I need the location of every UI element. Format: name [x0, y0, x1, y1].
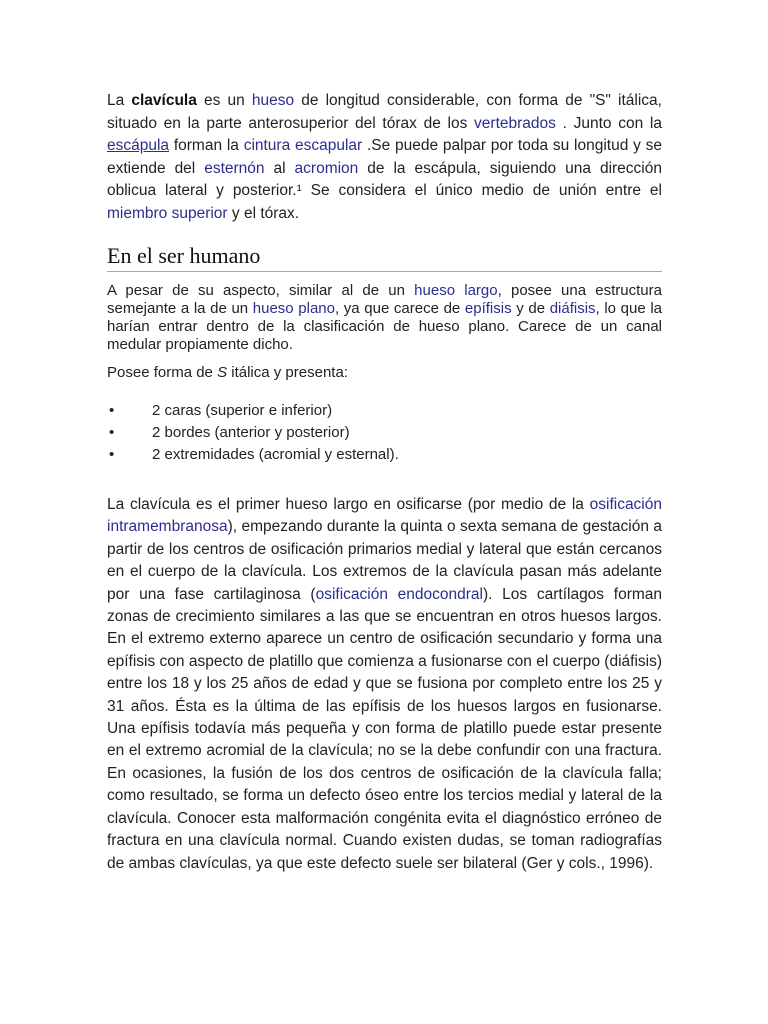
link-osificacion-endocondral[interactable]: osificación endocondral [315, 585, 483, 603]
paragraph-text: A pesar de su aspecto, similar al de un [107, 282, 415, 299]
link-osificacion-intramembranosa[interactable]: osificación intramembranosa [107, 496, 662, 536]
paragraph-text: y de [511, 300, 550, 317]
link-esternon[interactable]: esternón [204, 159, 265, 177]
intro-text: al [264, 159, 295, 177]
intro-text: La [107, 92, 132, 109]
link-hueso[interactable]: hueso [251, 92, 295, 109]
list-item-text: 2 extremidades (acromial y esternal). [152, 446, 399, 463]
bullet-icon: • [109, 424, 115, 441]
link-cintura-escapular[interactable]: cintura escapular [243, 137, 363, 154]
link-escapula[interactable]: escápula [107, 137, 170, 154]
ossification-paragraph [107, 494, 662, 875]
intro-text: .Se puede palpar por toda su longitud y se extiende del [107, 137, 662, 177]
intro-text: de longitud considerable, con forma de "S" itálica, situado en la parte anterosuperior del tórax de los [107, 92, 662, 132]
intro-text: de la escápula, siguiendo una dirección oblicua lateral y posterior.¹ Se considera el único medio de unión entre el [107, 159, 662, 199]
link-epifisis[interactable]: epífisis [464, 300, 512, 317]
intro-text: . Junto con la [555, 114, 662, 132]
paragraph-text: itálica y presenta: [227, 364, 348, 381]
link-miembro-superior[interactable]: miembro superior [107, 204, 228, 222]
link-diafisis[interactable]: diáfisis [549, 300, 596, 317]
shape-paragraph [107, 364, 662, 382]
paragraph-text: , posee una estructura semejante a la de un [107, 282, 662, 317]
paragraph-text: Posee forma de [107, 364, 218, 381]
bold-term-clavicula: clavícula [131, 92, 197, 109]
list-item [107, 444, 662, 466]
structure-paragraph [107, 282, 662, 354]
features-list [107, 400, 662, 466]
list-item-text: 2 caras (superior e inferior) [152, 402, 333, 419]
article-body [107, 90, 662, 875]
paragraph-text: , lo que la harían entrar dentro de la clasificación de hueso plano. Carece de un canal medular propiamente dicho. [107, 300, 662, 353]
link-hueso-largo[interactable]: hueso largo [414, 282, 498, 299]
paragraph-text: ). Los cartílagos forman zonas de crecimiento similares a las que se encuentran en otros huesos largos. En el extremo externo aparece un centro de osificación secundario y forma una epífisis con aspecto de platillo que comienza a fusionarse con el cuerpo (diáfisis) entre los 18 y los 25 años de edad y que se fusiona por completo entre los 25 y 31 años. Ésta es la última de las epífisis de los huesos largos en fusionarse. Una epífisis todavía más pequeña y con forma de platillo puede estar presente en el extremo acromial de la clavícula; no se la debe confundir con una fractura. En ocasiones, la fusión de los dos centros de osificación de la clavícula falla; como resultado, se forma un defecto óseo entre los tercios medial y lateral de la clavícula. Conocer esta malformación congénita evita el diagnóstico erróneo de fractura en una clavícula normal. Cuando existen dudas, se toman radiografías de ambas clavículas, ya que este defecto suele ser bilateral (Ger y cols., 1996). [107, 585, 663, 872]
list-item [107, 422, 662, 444]
link-vertebrados[interactable]: vertebrados [474, 114, 556, 132]
paragraph-text: ), empezando durante la quinta o sexta semana de gestación a partir de los centros de osificación primarios medial y lateral que están cercanos en el cuerpo de la clavícula. Los extremos de la clavícula pasan más adelante por una fase cartilaginosa ( [107, 518, 662, 603]
list-item-text: 2 bordes (anterior y posterior) [152, 424, 350, 441]
italic-s: S [217, 364, 228, 381]
intro-paragraph [107, 90, 662, 225]
list-item [107, 400, 662, 422]
intro-text: forman la [169, 137, 244, 154]
bullet-icon: • [109, 446, 115, 463]
intro-text: y el tórax. [227, 204, 300, 222]
link-hueso-plano[interactable]: hueso plano [252, 300, 335, 317]
paragraph-text: , ya que carece de [334, 300, 465, 317]
paragraph-text: La clavícula es el primer hueso largo en osificarse (por medio de la [107, 496, 590, 513]
section-heading: En el ser humano [107, 243, 662, 272]
link-acromion[interactable]: acromion [294, 159, 359, 177]
intro-text: es un [196, 92, 252, 109]
bullet-icon: • [109, 402, 115, 419]
